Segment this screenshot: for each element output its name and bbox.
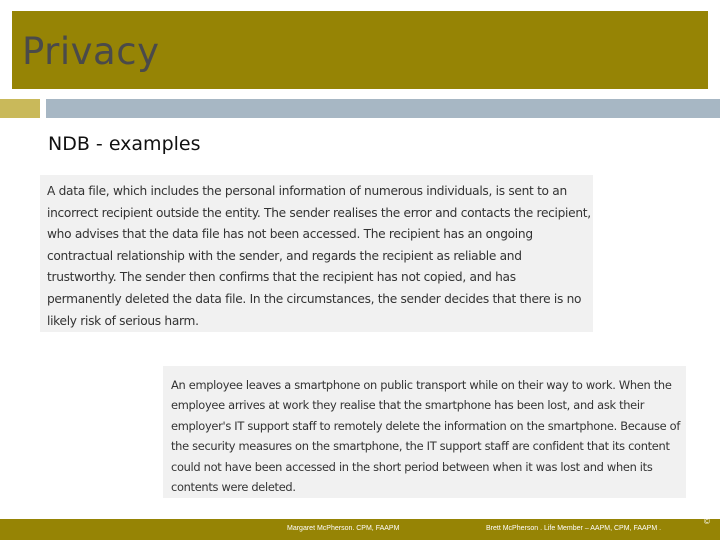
copyright-icon: © [704, 517, 710, 526]
footer-author-right: Brett McPherson . Life Member – AAPM, CPM, FAAPM . [486, 525, 662, 532]
example-box-2 [163, 366, 686, 498]
slide-title: Privacy [22, 30, 160, 73]
accent-bar-left [0, 99, 40, 118]
example-text-2: An employee leaves a smartphone on public transport while on their way to work. When the employee arrives at work they realise that the smartphone has been lost, and ask their employer's IT support staff to remotely delete the information on the smartphone. Because of the security measures on the smartphone, the IT support staff are confident that its content could not have been accessed in the short period between when it was lost and when its contents were deleted. [171, 378, 681, 495]
example-text-1: A data file, which includes the personal information of numerous individuals, is sent to an incorrect recipient outside the entity. The sender realises the error and contacts the recipient, who advises that the data file has not been accessed. The recipient has an ongoing contractual relationship with the sender, and regards the recipient as reliable and trustworthy. The sender then confirms that the recipient has not copied, and has permanently deleted the data file. In the circumstances, the sender decides that there is no likely risk of serious harm. [47, 184, 591, 328]
example-box-1 [40, 175, 593, 332]
accent-bar-right [46, 99, 720, 118]
footer-author-left: Margaret McPherson. CPM, FAAPM [287, 525, 400, 532]
slide-subtitle: NDB - examples [48, 133, 201, 155]
